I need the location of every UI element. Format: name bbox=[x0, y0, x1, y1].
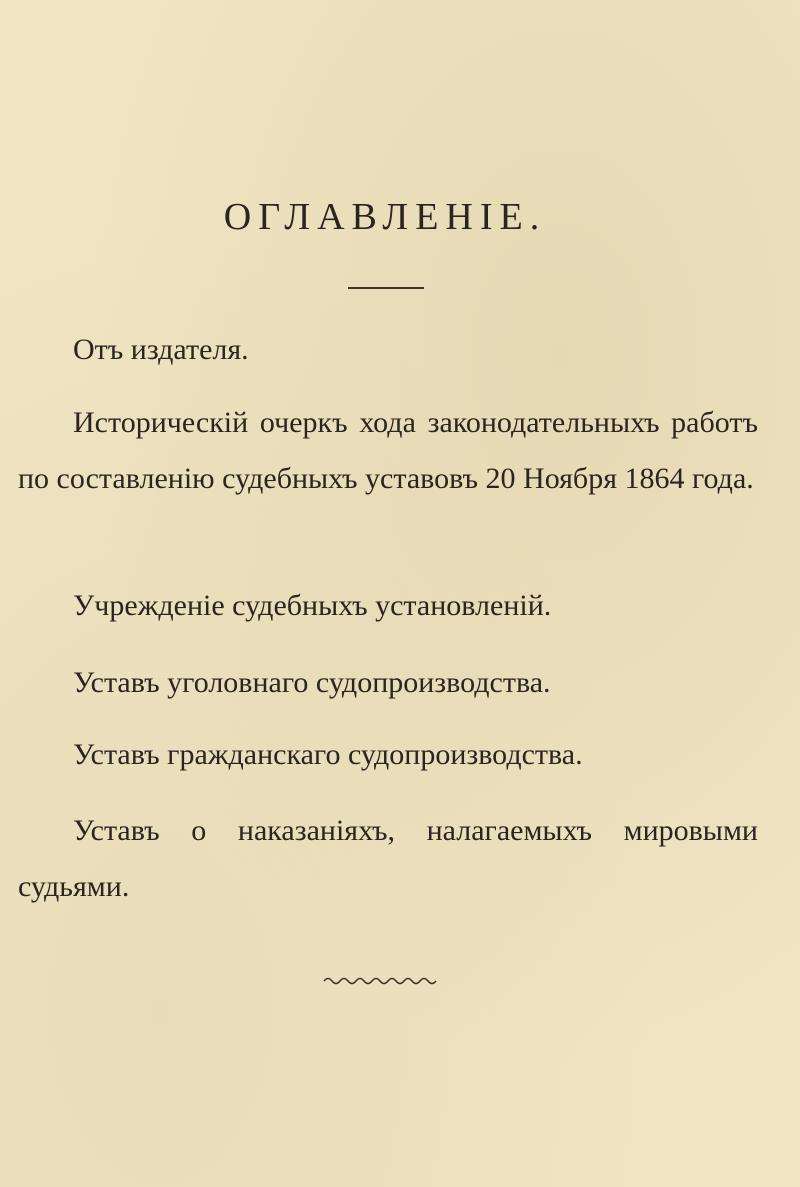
toc-entry-justices-penalties: Уставъ о наказаніяхъ, налагаемыхъ мировыми судьями. bbox=[18, 814, 758, 903]
toc-entry-publisher: Отъ издателя. bbox=[73, 333, 249, 366]
toc-entry-civil-procedure: Уставъ гражданскаго судопроизводства. bbox=[73, 738, 583, 771]
toc-entry-historical-essay: Историческій очеркъ хода законодательныхъ работъ по составленію судебныхъ уставовъ 20 Ноября 1864 года. bbox=[18, 406, 758, 495]
page-title: ОГЛАВЛЕНІЕ. bbox=[223, 196, 547, 238]
title-divider bbox=[348, 287, 424, 289]
toc-entry-judicial-institutions: Учрежденіе судебныхъ установленій. bbox=[73, 589, 552, 622]
toc-entry-criminal-procedure: Уставъ уголовнаго судопроизводства. bbox=[73, 666, 551, 699]
wavy-ornament-divider bbox=[322, 975, 438, 987]
